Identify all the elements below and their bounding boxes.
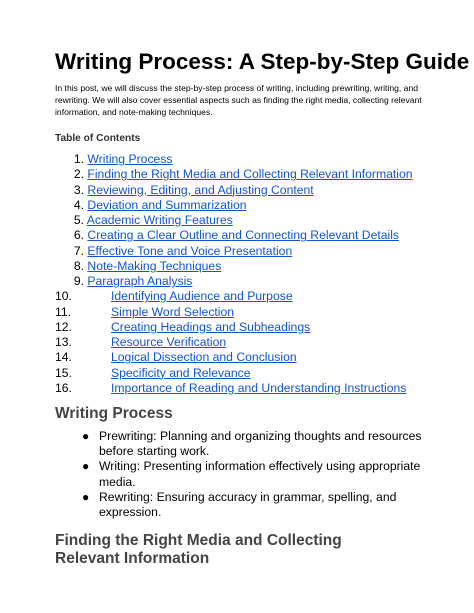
section-heading-finding-media: Finding the Right Media and Collecting Relevant Information [55, 532, 342, 568]
toc-number: 7. [73, 243, 84, 258]
toc-link[interactable]: Paragraph Analysis [87, 274, 193, 288]
toc-item [55, 366, 435, 381]
toc-item [55, 381, 435, 396]
toc-number: 8. [73, 258, 84, 273]
toc-link[interactable]: Reviewing, Editing, and Adjusting Content [87, 182, 314, 197]
bullet-icon: ● [82, 459, 90, 474]
toc-number: 11. [55, 304, 72, 319]
intro-paragraph: In this post, we will discuss the step-by-step process of writing, including prewriting, writing, and rewriting. We will also cover essential aspects such as finding the right media, collecting relevant information, and note-making techniques. [55, 83, 422, 117]
list-item [55, 490, 435, 520]
toc-heading: Table of Contents [55, 133, 141, 144]
toc-link[interactable]: Effective Tone and Voice Presentation [87, 243, 293, 258]
toc-item [55, 213, 435, 228]
toc-number: 6. [73, 228, 84, 243]
toc-number: 5. [73, 213, 84, 227]
toc-number: 3. [73, 182, 84, 197]
section-heading-writing-process: Writing Process [55, 405, 173, 422]
toc-number: 2. [73, 167, 84, 182]
list-item-text: Writing: Presenting information effectively using appropriate media. [99, 459, 421, 489]
document-page [55, 48, 470, 568]
toc-item [55, 198, 435, 213]
toc-item [55, 183, 435, 198]
toc-link[interactable]: Specificity and Relevance [111, 365, 251, 380]
toc-number: 9. [73, 274, 84, 288]
toc-number: 14. [55, 350, 72, 365]
toc-number: 1. [73, 152, 84, 166]
toc-item [55, 320, 435, 335]
bullet-icon: ● [82, 429, 90, 443]
toc-item [55, 259, 435, 274]
toc-link[interactable]: Creating Headings and Subheadings [111, 319, 311, 334]
toc-item [55, 228, 435, 243]
toc-item [55, 244, 435, 259]
list-item-text: Prewriting: Planning and organizing thoughts and resources before starting work. [99, 429, 422, 459]
document-title: Writing Process: A Step-by-Step Guide [55, 49, 470, 74]
toc-number: 10. [55, 289, 72, 304]
toc-item [55, 350, 435, 365]
toc-link[interactable]: Writing Process [87, 152, 173, 166]
toc-item [55, 305, 435, 320]
writing-process-list [55, 429, 435, 520]
list-item [55, 429, 435, 459]
toc-item [55, 152, 435, 167]
toc-item [55, 335, 435, 350]
toc-link[interactable]: Identifying Audience and Purpose [111, 289, 293, 304]
toc-link[interactable]: Resource Verification [111, 335, 227, 349]
toc-link[interactable]: Simple Word Selection [111, 304, 235, 319]
toc-link[interactable]: Importance of Reading and Understanding Instructions [111, 380, 407, 395]
toc-number: 4. [73, 197, 84, 212]
bullet-icon: ● [82, 489, 90, 504]
toc-number: 15. [55, 365, 72, 380]
toc-link[interactable]: Note-Making Techniques [87, 258, 222, 273]
toc-item [55, 274, 435, 289]
toc-link[interactable]: Logical Dissection and Conclusion [111, 350, 297, 365]
toc-number: 16. [55, 380, 72, 395]
list-item-text: Rewriting: Ensuring accuracy in grammar, spelling, and expression. [99, 489, 397, 520]
toc-link[interactable]: Finding the Right Media and Collecting Relevant Information [87, 167, 413, 182]
toc-link[interactable]: Academic Writing Features [86, 213, 233, 227]
toc-number: 12. [55, 319, 72, 334]
toc-item [55, 167, 435, 182]
list-item [55, 459, 435, 489]
table-of-contents [55, 152, 435, 396]
toc-item [55, 289, 435, 304]
toc-number: 13. [55, 335, 72, 349]
toc-link[interactable]: Creating a Clear Outline and Connecting Relevant Details [87, 228, 400, 243]
toc-link[interactable]: Deviation and Summarization [87, 197, 247, 212]
